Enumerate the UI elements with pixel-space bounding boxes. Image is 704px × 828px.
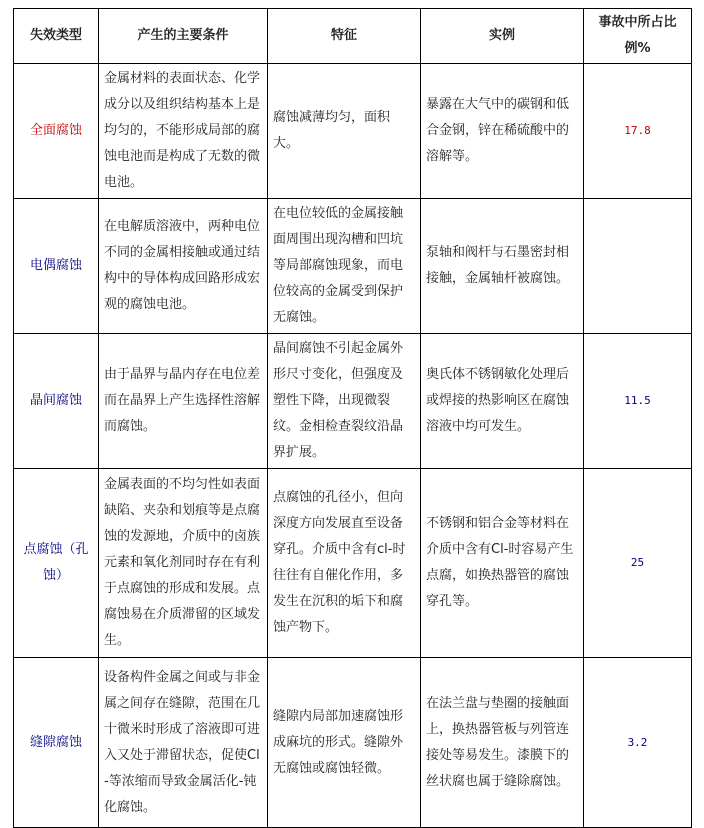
table-row	[14, 658, 692, 828]
condition-cell: 由于晶界与晶内存在电位差而在晶界上产生选择性溶解而腐蚀。	[99, 334, 268, 469]
table-row	[14, 199, 692, 334]
failure-type: 电偶腐蚀	[14, 199, 99, 334]
feature-cell: 腐蚀减薄均匀，面积大。	[268, 64, 421, 199]
condition-cell: 在电解质溶液中，两种电位不同的金属相接触或通过结构中的导体构成回路形成宏观的腐蚀电池。	[99, 199, 268, 334]
feature-cell: 晶间腐蚀不引起金属外形尺寸变化，但强度及塑性下降，出现微裂纹。金相检查裂纹沿晶界扩展。	[268, 334, 421, 469]
header-type: 失效类型	[14, 9, 99, 64]
failure-type: 全面腐蚀	[14, 64, 99, 199]
corrosion-failure-table	[13, 8, 692, 828]
ratio-cell: 17.8	[584, 64, 692, 199]
header-row	[14, 9, 692, 64]
example-cell: 不锈钢和铝合金等材料在介质中含有Cl-时容易产生点腐，如换热器管的腐蚀穿孔等。	[421, 469, 584, 658]
ratio-cell	[584, 199, 692, 334]
condition-cell: 金属表面的不均匀性如表面缺陷、夹杂和划痕等是点腐蚀的发源地，介质中的卤族元素和氧化剂同时存在有利于点腐蚀的形成和发展。点腐蚀易在介质滞留的区域发生。	[99, 469, 268, 658]
ratio-cell: 11.5	[584, 334, 692, 469]
failure-type: 晶间腐蚀	[14, 334, 99, 469]
feature-cell: 点腐蚀的孔径小，但向深度方向发展直至设备穿孔。介质中含有cl-时往往有自催化作用，多发生在沉积的垢下和腐蚀产物下。	[268, 469, 421, 658]
condition-cell: 设备构件金属之间或与非金属之间存在缝隙，范围在几十微米时形成了溶液即可进入又处于滞留状态，促使Cl-等浓缩而导致金属活化-钝化腐蚀。	[99, 658, 268, 828]
table-row	[14, 334, 692, 469]
ratio-cell: 25	[584, 469, 692, 658]
failure-type: 缝隙腐蚀	[14, 658, 99, 828]
example-cell: 在法兰盘与垫圈的接触面上，换热器管板与列管连接处等易发生。漆膜下的丝状腐也属于缝除腐蚀。	[421, 658, 584, 828]
feature-cell: 在电位较低的金属接触面周围出现沟槽和凹坑等局部腐蚀现象，而电位较高的金属受到保护无腐蚀。	[268, 199, 421, 334]
header-ratio: 事故中所占比例%	[584, 9, 692, 64]
table-row	[14, 469, 692, 658]
example-cell: 奥氏体不锈钢敏化处理后或焊接的热影响区在腐蚀溶液中均可发生。	[421, 334, 584, 469]
header-feature: 特征	[268, 9, 421, 64]
condition-cell: 金属材料的表面状态、化学成分以及组织结构基本上是均匀的，不能形成局部的腐蚀电池而是构成了无数的微电池。	[99, 64, 268, 199]
header-example: 实例	[421, 9, 584, 64]
example-cell: 泵轴和阀杆与石墨密封相接触，金属轴杆被腐蚀。	[421, 199, 584, 334]
ratio-cell: 3.2	[584, 658, 692, 828]
feature-cell: 缝隙内局部加速腐蚀形成麻坑的形式。缝隙外无腐蚀或腐蚀轻微。	[268, 658, 421, 828]
failure-type: 点腐蚀（孔蚀）	[14, 469, 99, 658]
example-cell: 暴露在大气中的碳钢和低合金钢，锌在稀硫酸中的溶解等。	[421, 64, 584, 199]
header-condition: 产生的主要条件	[99, 9, 268, 64]
table-row	[14, 64, 692, 199]
